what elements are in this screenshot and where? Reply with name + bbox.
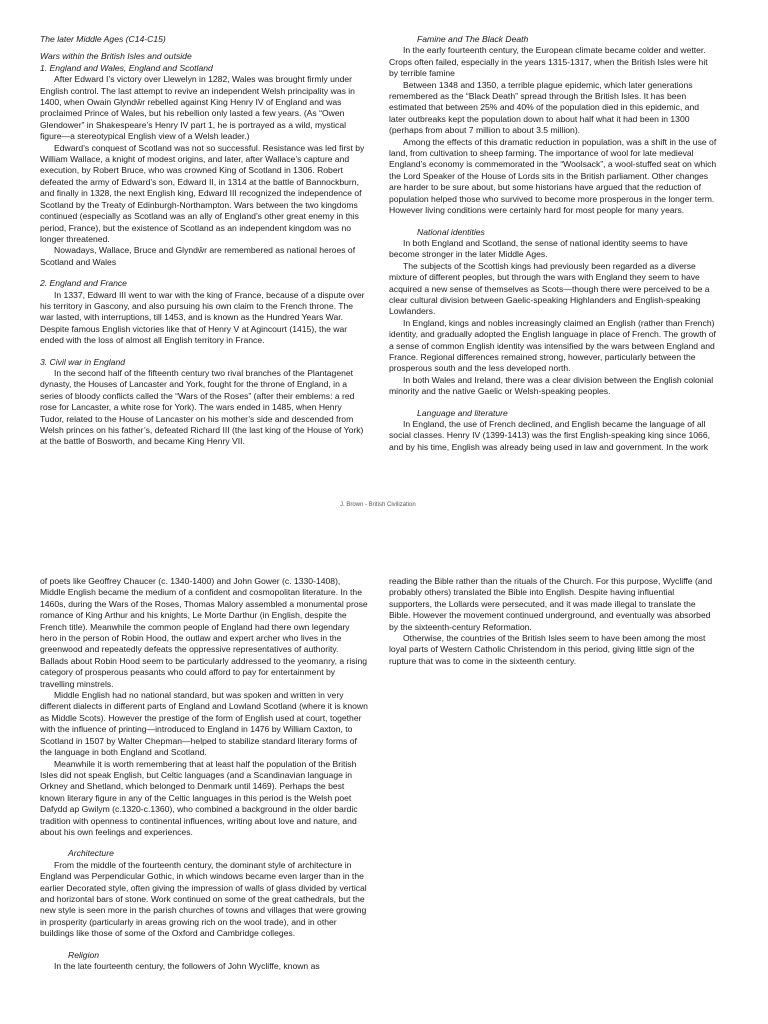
paragraph: In 1337, Edward III went to war with the king of France, because of a dispute over his territory in Gascony, and also pursuing his own claim to the French throne. The war lasted, with interruptions, till 1453, and is known as the Hundred Years War. Despite famous English victories like that of Henry V at Agincourt (1415), the war ended with the loss of almost all English territory in France. bbox=[40, 289, 365, 346]
subheading: 2. England and France bbox=[40, 278, 127, 289]
subheading: Architecture bbox=[68, 848, 114, 859]
page-2-right-column bbox=[389, 576, 717, 667]
paragraph: Middle English had no national standard, but was spoken and written in very different dialects in different parts of England and Lowland Scotland (where it is known as Middle Scots). However the prestige of the form of English used at court, together with the influence of printing—introduced to England in 1476 by William Caxton, to Scotland in 1507 by Walter Chepman—helped to stabilize standard literary forms of the language in both England and Scotland. bbox=[40, 690, 368, 758]
page-1-left-column bbox=[40, 34, 368, 448]
page-2 bbox=[0, 576, 768, 1024]
paragraph: Otherwise, the countries of the British Isles seem to have been among the most loyal parts of Western Catholic Christendom in this period, giving little sign of the rupture that was to come in the sixteenth century. bbox=[389, 633, 706, 666]
paragraph: After Edward I’s victory over Llewelyn in 1282, Wales was brought firmly under English control. The last attempt to revive an independent Welsh principality was in 1400, when Owain Glyndŵr rebelled against King Henry IV of England and was proclaimed Prince of Wales, but his rebellion only lasted a few years. (As “Owen Glendower” in Shakespeare’s Henry IV part 1, he is portrayed as a wild, mystical figure—a stereotypical English view of a Welsh leader.) bbox=[40, 74, 355, 142]
subheading: Language and literature bbox=[417, 407, 508, 418]
paragraph: Meanwhile it is worth remembering that at least half the population of the British Isles did not speak English, but Celtic languages (and a Scandinavian language in Orkney and Shetland, which belonged to Denmark until 1469). Perhaps the best known literary figure in any of the Celtic languages in this period is the Welsh poet Dafydd ap Gwilym (c.1320-c.1360), who combined a background in the older bardic tradition with openness to continental influences, writing about love and nature, and about his own feelings and experiences. bbox=[40, 758, 358, 837]
chapter-title: The later Middle Ages (C14-C15) bbox=[40, 34, 166, 44]
subheading: Famine and The Black Death bbox=[417, 34, 529, 44]
paragraph: In both England and Scotland, the sense of national identity seems to have become stronger in the later Middle Ages. bbox=[389, 237, 688, 260]
paragraph: reading the Bible rather than the rituals of the Church. For this purpose, Wycliffe (and probably others) translated the Bible into English. Despite having influential supporters, the Lollards were persecuted, and it was made illegal to translate the Bible. However the movement continued underground, and eventually was absorbed by the sixteenth-century Reformation. bbox=[389, 576, 713, 632]
paragraph: Between 1348 and 1350, a terrible plague epidemic, which later generations remembered as the “Black Death” spread through the British Isles. It has been estimated that between 25% and 40% of the population died in this epidemic, and later outbreaks kept the population down to about half what it had been in 1300 (perhaps from about 7 million to about 3.5 million). bbox=[389, 79, 700, 136]
subheading: 3. Civil war in England bbox=[40, 356, 126, 367]
subheading: Religion bbox=[68, 949, 100, 960]
page-1-right-column bbox=[389, 34, 717, 453]
page-footer: J. Brown - British Civilization bbox=[340, 502, 416, 508]
paragraph: In England, the use of French declined, and English became the language of all social classes. Henry IV (1399-1413) was the first English-speaking king since 1066, and by his time, English was already being used in law and government. In the work bbox=[389, 419, 710, 452]
page-gap bbox=[0, 520, 768, 576]
paragraph: In both Wales and Ireland, there was a clear division between the English colonial minority and the native Gaelic or Welsh-speaking peoples. bbox=[389, 374, 714, 397]
paragraph: From the middle of the fourteenth century, the dominant style of architecture in England was Perpendicular Gothic, in which windows became even larger than in the earlier Decorated style, often giving the impression of walls of glass divided by vertical and horizontal bars of stone. Work continued on some of the great cathedrals, but the new style is seen more in the parish churches of towns and villages that were growing in prosperity (particularly in areas growing rich on the wool trade), and in other buildings like those of some of the Oxford and Cambridge colleges. bbox=[40, 859, 367, 939]
section-title: Wars within the British Isles and outside bbox=[40, 51, 192, 62]
paragraph: Edward’s conquest of Scotland was not so successful. Resistance was led first by William Wallace, a knight of modest origins, and later, after Wallace’s capture and execution, by Robert Bruce, who was crowned King of Scotland in 1306. Robert defeated the army of Edward’s son, Edward II, in 1314 at the battle of Bannockburn, and finally in 1328, the next English king, Edward III recognized the independence of Scotland by the Treaty of Edinburgh-Northampton. Wars between the two kingdoms continued (especially as Scotland was an ally of England’s other great enemy in this period, France), but the existence of Scotland as an independent kingdom was no longer threatened. bbox=[40, 142, 365, 244]
paragraph: In the second half of the fifteenth century two rival branches of the Plantagenet dynasty, the Houses of Lancaster and York, fought for the throne of England, in a series of bloody conflicts called the “Wars of the Roses” (after their emblems: a red rose for Lancaster, a white rose for York). The wars ended in 1485, when Henry Tudor, related to the House of Lancaster on his mother’s side and descended from Welsh princes on his father’s, defeated Richard III (the last king of the House of York) at the battle of Bosworth, and became King Henry VII. bbox=[40, 367, 364, 447]
paragraph: of poets like Geoffrey Chaucer (c. 1340-1400) and John Gower (c. 1330-1408), Middle English became the medium of a confident and cosmopolitan literature. In the 1460s, during the Wars of the Roses, Thomas Malory assembled a monumental prose romance of King Arthur and his knights, Le Morte Darthur (in English, despite the French title). Meanwhile the common people of England had there own legendary hero in the person of Robin Hood, the outlaw and expert archer who lives in the greenwood and repeatedly defeats the oppressive representatives of authority. Ballads about Robin Hood seem to be particularly addressed to the yeomanry, a rising category of prosperous peasants who could afford to pay for entertainment by travelling minstrels. bbox=[40, 576, 368, 689]
paragraph: In England, kings and nobles increasingly claimed an English (rather than French) identity, and gradually adopted the English language in place of French. The growth of a sense of common English identity was intensified by the wars between England and France. Regional differences remained strong, however, particularly between the prosperous south and the less developed north. bbox=[389, 317, 716, 374]
paragraph: Nowadays, Wallace, Bruce and Glyndŵr are remembered as national heroes of Scotland and Wales bbox=[40, 245, 356, 267]
page-2-left-column bbox=[40, 576, 368, 972]
subheading: National identities bbox=[417, 226, 485, 237]
subheading: 1. England and Wales, England and Scotland bbox=[40, 62, 213, 73]
paragraph: In the early fourteenth century, the European climate became colder and wetter. Crops often failed, especially in the years 1315-1317, when the British Isles were hit by terrible famine bbox=[389, 45, 708, 79]
paragraph: In the late fourteenth century, the followers of John Wycliffe, known as bbox=[54, 961, 320, 971]
paragraph: The subjects of the Scottish kings had previously been regarded as a diverse mixture of different peoples, but through the wars with England they seem to have acquired a new sense of themselves as Scots—though there were perceived to be a clear cultural division between Gaelic-speaking Highlanders and English-speaking Lowlanders. bbox=[389, 260, 710, 317]
paragraph: Among the effects of this dramatic reduction in population, was a shift in the use of land, from cultivation to sheep farming. The importance of wool for late medieval England’s economy is commemorated in the “Woolsack”, a wool-stuffed seat on which the Lord Speaker of the House of Lords sits in the British parliament. Other changes are harder to be sure about, but some historians have argued that the reduction of population helped those who survived to become more prosperous in the longer term. However living conditions were certainly hard for most people for many years. bbox=[389, 136, 717, 216]
